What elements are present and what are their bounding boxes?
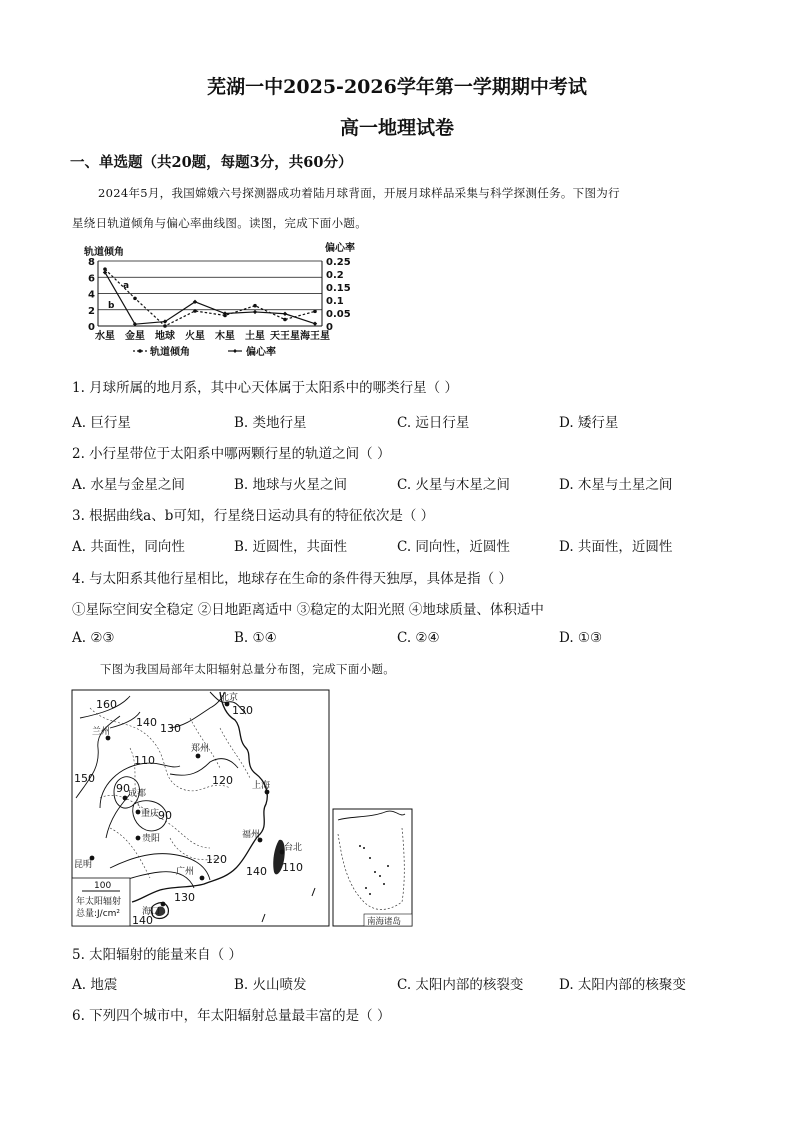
q1-option-a[interactable]: A. 巨行星 [72,415,131,431]
inclination-point [193,309,197,313]
orbit-chart [70,238,355,360]
isoline-label-130c: 130 [174,891,195,904]
q3-option-d[interactable]: D. 共面性，近圆性 [559,539,673,555]
question-5: 5. 太阳辐射的能量来自（ ） [72,947,242,963]
solar-radiation-map [70,688,415,930]
y-tick-label: 0 [88,322,95,333]
city-kunming: 昆明 [74,860,93,870]
inclination-point [313,310,317,314]
y2-tick-label: 0.1 [326,296,344,307]
isoline-label-140c: 140 [132,914,153,927]
inclination-point [163,324,167,328]
question-2: 2. 小行星带位于太阳系中哪两颗行星的轨道之间（ ） [72,446,391,462]
isoline-label-160: 160 [96,698,117,711]
q2-option-a[interactable]: A. 水星与金星之间 [72,477,185,493]
x-tick-label: 海王星 [300,331,330,342]
y-tick-label: 8 [88,257,95,268]
legend-dashed-marker [138,349,142,353]
legend-value: 100 [94,881,112,891]
x-tick-label: 地球 [155,331,175,342]
city-shanghai: 上海 [252,781,271,791]
city-lanzhou: 兰州 [92,727,111,737]
q4-option-a[interactable]: A. ②③ [72,630,115,646]
city-dot-guiyang [136,836,141,841]
city-beijing: 北京 [220,693,239,703]
isoline-label-110: 110 [134,754,155,767]
y2-tick-label: 0.25 [326,257,351,268]
city-chongqing: 重庆 [141,809,160,819]
q3-option-c[interactable]: C. 同向性，近圆性 [397,539,510,555]
isoline-label-90a: 90 [116,782,130,795]
passage-1-line-1: 2024年5月，我国嫦娥六号探测器成功着陆月球背面，开展月球样品采集与科学探测任务。下图为行 [98,186,620,200]
inset-label: 南海诸岛 [367,917,402,927]
city-fuzhou: 福州 [242,830,261,840]
chart-y2label: 偏心率 [325,243,355,254]
q5-option-b[interactable]: B. 火山喷发 [234,977,307,993]
isoline-label-120a: 120 [212,774,233,787]
legend-line-2: 总量:J/cm² [76,909,121,919]
y-tick-label: 4 [88,289,95,301]
curve-label-b: b [108,301,115,311]
city-zhengzhou: 郑州 [191,744,210,754]
chart-ylabel: 轨道倾角 [84,247,124,258]
legend-series-1: 轨道倾角 [150,347,190,358]
question-4: 4. 与太阳系其他行星相比，地球存在生命的条件得天独厚，具体是指（ ） [72,571,512,587]
y2-tick-label: 0.15 [326,283,351,294]
y2-tick-label: 0.2 [326,270,344,281]
isoline-label-110b: 110 [282,861,303,874]
city-guiyang: 贵阳 [142,834,161,844]
exam-title: 芜湖一中2025-2026学年第一学期期中考试 [207,76,587,98]
legend-series-2: 偏心率 [246,347,276,358]
inset-frame [333,809,412,926]
city-guangzhou: 广州 [176,867,195,877]
legend-line-1: 年太阳辐射 [76,897,122,907]
q5-option-d[interactable]: D. 太阳内部的核聚变 [559,977,686,993]
x-tick-label: 金星 [125,331,145,342]
q2-option-c[interactable]: C. 火星与木星之间 [397,477,510,493]
question-6: 6. 下列四个城市中，年太阳辐射总量最丰富的是（ ） [72,1008,391,1024]
q5-option-c[interactable]: C. 太阳内部的核裂变 [397,977,524,993]
question-1: 1. 月球所属的地月系，其中心天体属于太阳系中的哪类行星（ ） [72,380,458,396]
isoline-label-130a: 130 [160,722,181,735]
q1-option-b[interactable]: B. 类地行星 [234,415,307,431]
isoline-label-120b: 120 [206,853,227,866]
q1-option-d[interactable]: D. 矮行星 [559,415,619,431]
y-tick-label: 6 [88,273,95,285]
city-dot-guangzhou [200,876,205,881]
inclination-point [133,297,137,301]
x-tick-label: 水星 [95,331,115,342]
city-haikou: 海口 [142,907,161,917]
x-tick-label: 土星 [245,331,265,342]
q2-option-b[interactable]: B. 地球与火星之间 [234,477,348,493]
q3-option-b[interactable]: B. 近圆性，共面性 [234,539,348,555]
isoline-label-140: 140 [136,716,157,729]
passage-1-line-2: 星绕日轨道倾角与偏心率曲线图。读图，完成下面小题。 [72,216,367,230]
isoline-label-130b: 130 [232,704,253,717]
inclination-point [283,318,287,322]
city-taipei: 台北 [284,843,303,853]
x-tick-label: 木星 [215,331,235,342]
q1-option-c[interactable]: C. 远日行星 [397,415,470,431]
passage-2-line-1: 下图为我国局部年太阳辐射总量分布图，完成下面小题。 [100,662,395,676]
exam-subtitle: 高一地理试卷 [339,117,454,139]
city-dot-haikou [161,902,166,907]
q4-option-b[interactable]: B. ①④ [234,630,277,646]
isoline-label-140b: 140 [246,865,267,878]
y2-tick-label: 0.05 [326,309,351,320]
q3-option-a[interactable]: A. 共面性，同向性 [72,539,185,555]
curve-label-a: a [123,281,130,291]
isoline-label-90b: 90 [158,809,172,822]
x-tick-label: 火星 [185,331,205,342]
q2-option-d[interactable]: D. 木星与土星之间 [559,477,673,493]
eccentricity-point [253,310,257,314]
inclination-point [253,304,257,308]
city-dot-zhengzhou [196,754,201,759]
y2-tick-label: 0 [326,322,333,333]
city-dot-chongqing [136,810,141,815]
q5-option-a[interactable]: A. 地震 [72,977,118,993]
legend-solid-marker [233,349,237,353]
isoline-label-150: 150 [74,772,95,785]
city-dot-chengdu [123,796,128,801]
city-chengdu: 成都 [128,789,147,799]
x-tick-label: 天王星 [270,331,300,342]
eccentricity-point [283,312,287,316]
y-tick-label: 2 [88,305,95,317]
eccentricity-point [313,321,317,325]
section-heading: 一、单选题（共20题，每题3分，共60分） [70,154,353,171]
question-3: 3. 根据曲线a、b可知，行星绕日运动具有的特征依次是（ ） [72,508,435,524]
q4-option-d[interactable]: D. ①③ [559,630,603,646]
q4-option-c[interactable]: C. ②④ [397,630,440,646]
q4-items: ①星际空间安全稳定 ②日地距离适中 ③稳定的太阳光照 ④地球质量、体积适中 [72,602,544,618]
